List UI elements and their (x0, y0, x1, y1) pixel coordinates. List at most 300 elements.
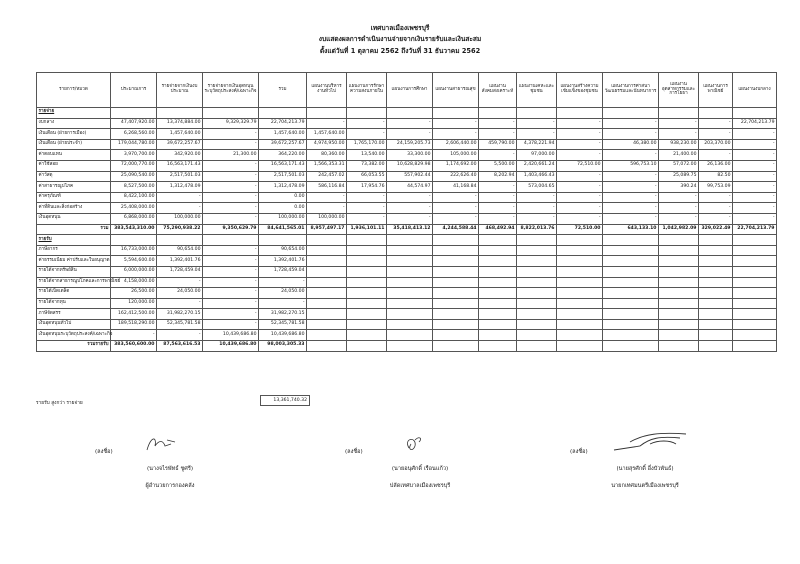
table-cell: 1,765,170.00 (347, 139, 387, 150)
table-cell: - (603, 213, 659, 224)
column-header: แผนงานบริหารงานทั่วไป (307, 73, 347, 108)
table-cell: - (699, 129, 733, 140)
table-cell (347, 277, 387, 288)
table-cell: 33,300.00 (387, 150, 433, 161)
table-cell: 97,000.00 (517, 150, 557, 161)
table-cell (347, 108, 387, 119)
table-cell: 1,392,401.76 (157, 256, 203, 267)
section-label: รายรับ (37, 235, 111, 246)
table-cell: - (733, 213, 777, 224)
row-label: เงินเดือน (ฝ่ายประจำ) (37, 139, 111, 150)
table-cell: - (699, 192, 733, 203)
table-cell: - (733, 160, 777, 171)
table-cell: - (203, 245, 259, 256)
table-cell: - (517, 118, 557, 129)
table-cell (387, 341, 433, 352)
table-row (37, 129, 777, 140)
table-cell (557, 319, 603, 330)
table-cell: - (517, 192, 557, 203)
table-cell: 1,728,459.04 (157, 266, 203, 277)
sig-label: (ลงชื่อ) (345, 449, 363, 455)
table-row (37, 288, 777, 299)
table-cell (203, 108, 259, 119)
table-cell: 468,492.94 (479, 224, 517, 235)
column-header: แผนงานอุตสาหกรรมและการโยธา (659, 73, 699, 108)
table-cell (517, 309, 557, 320)
report-title: งบแสดงผลการดำเนินงานจ่ายจากเงินรายรับและเงินสะสม (318, 35, 482, 43)
column-header: แผนงานสร้างความเข้มแข็งของชุมชน (557, 73, 603, 108)
table-cell (387, 108, 433, 119)
table-cell: - (433, 192, 479, 203)
table-cell (517, 108, 557, 119)
row-label: เงินอุดหนุนทั่วไป (37, 319, 111, 330)
table-cell: 105,000.00 (433, 150, 479, 161)
table-row (37, 266, 777, 277)
table-cell (203, 235, 259, 246)
table-cell (699, 235, 733, 246)
table-cell (259, 108, 307, 119)
table-cell: - (699, 213, 733, 224)
column-header: แผนงานเคหะและชุมชน (517, 73, 557, 108)
table-cell: 10,439,686.80 (203, 341, 259, 352)
row-label: รายได้จากสาธารณูปโภคและการพาณิชย์ (37, 277, 111, 288)
table-cell: 84,641,565.01 (259, 224, 307, 235)
table-cell (733, 245, 777, 256)
table-cell: - (433, 203, 479, 214)
table-cell: - (433, 129, 479, 140)
table-cell: 39,672,257.67 (157, 139, 203, 150)
handwritten-signature-icon (141, 434, 181, 454)
table-cell (699, 256, 733, 267)
section-expense (37, 108, 777, 119)
table-cell (659, 298, 699, 309)
table-cell: - (307, 118, 347, 129)
table-cell (603, 341, 659, 352)
table-cell (307, 309, 347, 320)
table-cell (557, 108, 603, 119)
table-cell: - (347, 203, 387, 214)
table-cell: 21,300.00 (203, 150, 259, 161)
table-cell: 80,360.00 (307, 150, 347, 161)
table-cell (733, 288, 777, 299)
table-cell (307, 245, 347, 256)
table-cell: - (699, 203, 733, 214)
table-cell: - (203, 192, 259, 203)
table-cell (659, 330, 699, 341)
table-cell (557, 235, 603, 246)
table-cell (557, 277, 603, 288)
table-cell (433, 330, 479, 341)
table-cell: 52,345,781.58 (259, 319, 307, 330)
table-cell (733, 108, 777, 119)
table-cell: 1,174,692.00 (433, 160, 479, 171)
table-cell: - (557, 182, 603, 193)
row-label: ค่าตอบแทน (37, 150, 111, 161)
table-cell (433, 256, 479, 267)
table-cell (659, 108, 699, 119)
table-cell: - (307, 192, 347, 203)
handwritten-signature-icon (610, 430, 690, 456)
table-cell: - (557, 139, 603, 150)
table-cell (479, 108, 517, 119)
table-cell (659, 341, 699, 352)
table-cell: 1,936,101.11 (347, 224, 387, 235)
table-cell: - (733, 203, 777, 214)
table-cell: 26,500.00 (111, 288, 157, 299)
table-cell: - (557, 203, 603, 214)
table-cell: - (699, 150, 733, 161)
row-label: เงินอุดหนุนระบุวัตถุประสงค์/เฉพาะกิจ (37, 330, 111, 341)
table-cell: - (203, 319, 259, 330)
table-row (37, 277, 777, 288)
table-cell: - (203, 171, 259, 182)
table-cell: - (699, 118, 733, 129)
financial-table (36, 72, 777, 352)
table-cell: 938,230.00 (659, 139, 699, 150)
table-cell: 120,000.00 (111, 298, 157, 309)
table-cell (307, 277, 347, 288)
table-cell: 203,370.00 (699, 139, 733, 150)
table-cell (347, 330, 387, 341)
table-cell: 25,090,540.00 (111, 171, 157, 182)
table-cell: 4,158,000.00 (111, 277, 157, 288)
table-cell: - (347, 129, 387, 140)
table-cell: 1,392,401.76 (259, 256, 307, 267)
table-cell (307, 298, 347, 309)
table-cell: - (157, 330, 203, 341)
table-cell: 72,000,770.00 (111, 160, 157, 171)
table-cell (517, 256, 557, 267)
table-cell: 596,753.10 (603, 160, 659, 171)
table-cell: - (347, 192, 387, 203)
table-cell: - (659, 213, 699, 224)
table-cell (347, 341, 387, 352)
table-cell: 8,422,100.00 (111, 192, 157, 203)
table-cell (517, 319, 557, 330)
table-cell: - (479, 213, 517, 224)
table-cell: - (603, 150, 659, 161)
table-cell: 66,053.55 (347, 171, 387, 182)
table-cell (347, 235, 387, 246)
table-cell (659, 266, 699, 277)
table-cell: - (157, 203, 203, 214)
table-cell (479, 309, 517, 320)
table-row (37, 330, 777, 341)
table-cell: 573,004.65 (517, 182, 557, 193)
column-header: แผนงานการรักษาความสงบภายใน (347, 73, 387, 108)
table-cell: 8,957,497.17 (307, 224, 347, 235)
row-label: ภาษีอากร (37, 245, 111, 256)
row-label: ค่าสาธารณูปโภค (37, 182, 111, 193)
table-cell (387, 245, 433, 256)
table-cell: - (479, 203, 517, 214)
table-cell: - (157, 192, 203, 203)
report-period: ตั้งแต่วันที่ 1 ตุลาคม 2562 ถึงวันที่ 31 ธันวาคม 2562 (319, 47, 481, 55)
table-cell (603, 256, 659, 267)
table-row (37, 182, 777, 193)
table-cell: - (387, 118, 433, 129)
table-cell: 90,654.00 (157, 245, 203, 256)
sig-title: ผู้อำนวยการกองคลัง (145, 483, 195, 489)
table-cell (387, 288, 433, 299)
table-cell: - (203, 182, 259, 193)
table-cell: 8,527,500.00 (111, 182, 157, 193)
table-cell: - (203, 139, 259, 150)
table-cell (659, 319, 699, 330)
table-cell (699, 266, 733, 277)
table-cell (659, 309, 699, 320)
section-income (37, 235, 777, 246)
table-cell (387, 256, 433, 267)
table-cell (699, 108, 733, 119)
row-label: ค่าที่ดินและสิ่งก่อสร้าง (37, 203, 111, 214)
table-cell: - (387, 203, 433, 214)
table-row (37, 150, 777, 161)
table-cell (433, 235, 479, 246)
row-label: ค่าวัสดุ (37, 171, 111, 182)
table-cell (517, 298, 557, 309)
row-label: เงินอุดหนุน (37, 213, 111, 224)
table-cell (733, 277, 777, 288)
table-cell (479, 245, 517, 256)
table-cell (347, 319, 387, 330)
table-cell: 4,378,221.94 (517, 139, 557, 150)
table-cell (387, 319, 433, 330)
table-cell (733, 256, 777, 267)
table-cell: 242,457.02 (307, 171, 347, 182)
table-cell: - (387, 129, 433, 140)
table-cell (111, 235, 157, 246)
table-cell: - (603, 118, 659, 129)
table-cell: 13,374,884.00 (157, 118, 203, 129)
table-row (37, 256, 777, 267)
table-cell: 21,400.00 (659, 150, 699, 161)
table-cell (307, 235, 347, 246)
sig-name: (นายอนุศักดิ์ เรือนแก้ว) (391, 466, 449, 472)
table-cell (733, 266, 777, 277)
table-cell: 364,220.00 (259, 150, 307, 161)
table-cell: - (387, 213, 433, 224)
table-cell (557, 256, 603, 267)
table-cell: - (479, 192, 517, 203)
table-row (37, 192, 777, 203)
table-cell (347, 256, 387, 267)
table-cell: 557,902.44 (387, 171, 433, 182)
table-cell: - (659, 118, 699, 129)
table-cell: - (733, 192, 777, 203)
row-label: รายได้เบ็ดเตล็ด (37, 288, 111, 299)
table-cell: - (347, 213, 387, 224)
table-cell: 24,159,205.73 (387, 139, 433, 150)
table-cell (699, 245, 733, 256)
table-cell: 13,540.00 (347, 150, 387, 161)
table-cell: 383,560,600.00 (111, 341, 157, 352)
table-cell (699, 330, 733, 341)
table-cell: 25,089.75 (659, 171, 699, 182)
row-label: รวมรายรับ (37, 341, 111, 352)
table-row (37, 203, 777, 214)
table-cell (603, 235, 659, 246)
table-cell: 52,345,781.58 (157, 319, 203, 330)
table-cell (479, 235, 517, 246)
table-row (37, 118, 777, 129)
table-cell (387, 235, 433, 246)
table-cell (603, 309, 659, 320)
table-cell: 87,563,616.53 (157, 341, 203, 352)
table-cell: 35,418,413.12 (387, 224, 433, 235)
table-cell: 82.50 (699, 171, 733, 182)
table-cell (433, 341, 479, 352)
table-cell (347, 288, 387, 299)
table-cell: - (479, 182, 517, 193)
table-cell: 10,628,829.98 (387, 160, 433, 171)
column-header: รายจ่ายจากเงินงบประมาณ (157, 73, 203, 108)
table-cell: 22,704,213.79 (259, 118, 307, 129)
table-cell (659, 245, 699, 256)
table-cell: 99,753.09 (699, 182, 733, 193)
table-cell: 390.24 (659, 182, 699, 193)
table-cell: 24,050.00 (157, 288, 203, 299)
table-cell: 72,510.00 (557, 160, 603, 171)
table-row (37, 160, 777, 171)
table-cell (433, 309, 479, 320)
table-cell (659, 235, 699, 246)
table-cell: 383,543,310.00 (111, 224, 157, 235)
table-cell: - (479, 150, 517, 161)
table-cell (699, 341, 733, 352)
table-cell (307, 341, 347, 352)
surplus-note: รายรับ สูงกว่า รายจ่าย (36, 401, 83, 406)
table-cell (433, 108, 479, 119)
table-cell (699, 309, 733, 320)
table-cell: - (203, 298, 259, 309)
table-cell: 1,728,459.04 (259, 266, 307, 277)
table-cell: - (517, 213, 557, 224)
table-cell: - (659, 129, 699, 140)
table-cell (517, 330, 557, 341)
table-cell: 6,868,000.00 (111, 213, 157, 224)
column-header: รายจ่ายจากเงินอุดหนุนระบุวัตถุประสงค์/เฉพาะกิจ (203, 73, 259, 108)
table-row (37, 298, 777, 309)
table-cell: 1,312,478.09 (259, 182, 307, 193)
table-cell (517, 277, 557, 288)
row-label: เงินเดือน (ฝ่ายการเมือง) (37, 129, 111, 140)
table-row (37, 319, 777, 330)
table-cell (479, 288, 517, 299)
table-cell (557, 309, 603, 320)
table-cell (517, 341, 557, 352)
table-cell: - (557, 118, 603, 129)
table-cell (733, 319, 777, 330)
table-cell: 2,517,501.03 (157, 171, 203, 182)
table-cell (557, 288, 603, 299)
table-cell: - (603, 129, 659, 140)
table-cell (659, 288, 699, 299)
table-cell: 222,626.40 (433, 171, 479, 182)
table-cell: 26,136.00 (699, 160, 733, 171)
table-cell: - (733, 129, 777, 140)
table-row (37, 139, 777, 150)
row-label: ภาษีจัดสรร (37, 309, 111, 320)
total-row (37, 341, 777, 352)
table-cell: 57,072.00 (659, 160, 699, 171)
table-cell (433, 288, 479, 299)
table-cell (479, 277, 517, 288)
table-cell: - (659, 192, 699, 203)
table-cell (699, 277, 733, 288)
table-row (37, 309, 777, 320)
org-title: เทศบาลเมืองเพชรบุรี (370, 24, 430, 32)
table-cell (557, 330, 603, 341)
table-cell: 189,518,290.00 (111, 319, 157, 330)
column-header: รายการ/หมวด (37, 73, 111, 108)
column-header: แผนงานงบกลาง (733, 73, 777, 108)
table-cell: 17,954.76 (347, 182, 387, 193)
table-row (37, 213, 777, 224)
table-cell: - (307, 203, 347, 214)
table-cell: 4,244,588.44 (433, 224, 479, 235)
table-cell: - (557, 213, 603, 224)
table-cell (733, 330, 777, 341)
table-cell: 46,380.00 (603, 139, 659, 150)
table-cell: 1,457,640.00 (157, 129, 203, 140)
column-header: ประมาณการ (111, 73, 157, 108)
row-label: รายได้จากทรัพย์สิน (37, 266, 111, 277)
table-cell: - (203, 288, 259, 299)
table-cell: - (479, 118, 517, 129)
table-cell: - (111, 330, 157, 341)
table-cell: - (733, 171, 777, 182)
table-cell (733, 341, 777, 352)
table-cell: - (347, 118, 387, 129)
table-cell: 6,268,560.00 (111, 129, 157, 140)
table-cell: - (203, 256, 259, 267)
table-cell (603, 319, 659, 330)
table-header-row (37, 73, 777, 108)
row-label: รายได้จากทุน (37, 298, 111, 309)
table-cell (347, 245, 387, 256)
table-cell: 2,606,440.00 (433, 139, 479, 150)
table-cell: 5,594,600.00 (111, 256, 157, 267)
column-header: แผนงานการศึกษา (387, 73, 433, 108)
table-cell (347, 266, 387, 277)
row-label: ค่าใช้สอย (37, 160, 111, 171)
table-cell: - (603, 203, 659, 214)
table-cell: 8,822,013.76 (517, 224, 557, 235)
table-cell (307, 256, 347, 267)
row-label: รวม (37, 224, 111, 235)
table-cell: - (603, 182, 659, 193)
table-cell (517, 245, 557, 256)
table-cell: 179,044,780.00 (111, 139, 157, 150)
table-cell: - (203, 277, 259, 288)
table-cell (603, 298, 659, 309)
table-cell (557, 341, 603, 352)
table-cell: 100,000.00 (307, 213, 347, 224)
table-cell (387, 266, 433, 277)
table-cell: - (203, 309, 259, 320)
table-cell: 44,574.97 (387, 182, 433, 193)
table-cell: 2,420,661.24 (517, 160, 557, 171)
table-cell (557, 245, 603, 256)
table-row (37, 171, 777, 182)
table-cell: 16,733,000.00 (111, 245, 157, 256)
table-cell (479, 298, 517, 309)
table-cell (557, 266, 603, 277)
table-cell: - (433, 118, 479, 129)
table-cell (479, 330, 517, 341)
table-cell: 6,000,000.00 (111, 266, 157, 277)
